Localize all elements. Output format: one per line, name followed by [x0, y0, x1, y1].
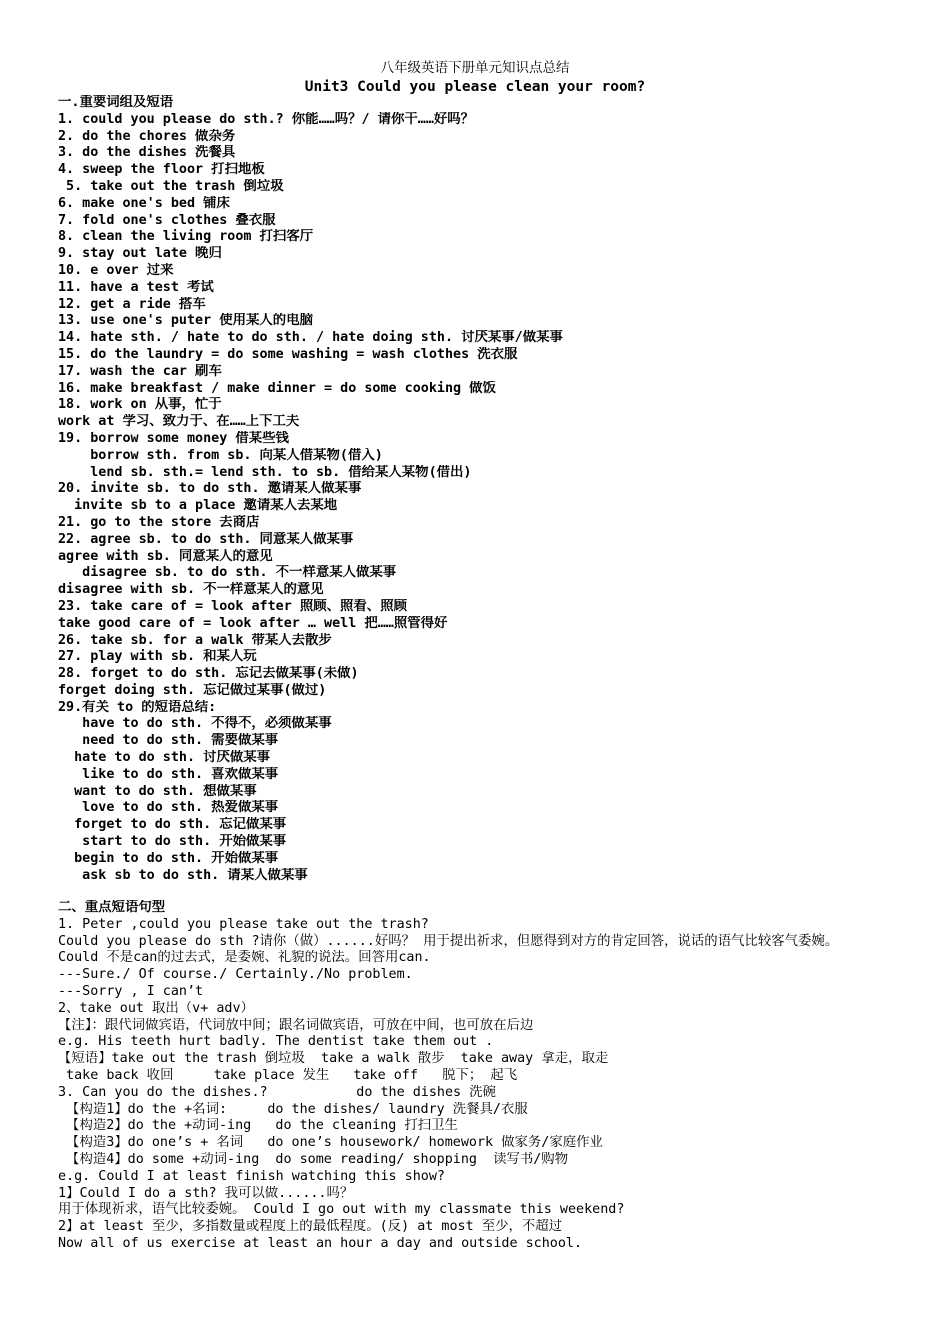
phrase-line: start to do sth. 开始做某事 [58, 834, 287, 850]
phrase-line: 10. e over 过来 [58, 262, 174, 278]
note-line: take back 收回 take place 发生 take off 脱下； 起飞 [58, 1067, 518, 1083]
note-line: 3. Can you do the dishes.? do the dishes 洗碗 [58, 1084, 496, 1100]
phrase-line: like to do sth. 喜欢做某事 [58, 766, 279, 782]
phrase-line: 27. play with sb. 和某人玩 [58, 649, 257, 665]
phrase-line: 26. take sb. for a walk 带某人去散步 [58, 632, 332, 648]
phrase-line: forget doing sth. 忘记做过某事(做过) [58, 682, 327, 698]
phrase-line: 17. wash the car 刷车 [58, 363, 222, 379]
phrase-line: 23. take care of = look after 照顾、照看、照顾 [58, 598, 407, 614]
phrase-line: take good care of = look after … well 把……照管得好 [58, 615, 448, 631]
phrase-line: 7. fold one's clothes 叠衣服 [58, 212, 276, 228]
phrase-line: 18. work on 从事，忙于 [58, 397, 222, 413]
phrase-line: forget to do sth. 忘记做某事 [58, 817, 287, 833]
phrase-line: invite sb to a place 邀请某人去某地 [58, 498, 338, 514]
phrase-line: 16. make breakfast / make dinner = do some cooking 做饭 [58, 380, 496, 396]
phrase-line: borrow sth. from sb. 向某人借某物(借入) [58, 447, 383, 463]
phrase-line: lend sb. sth.= lend sth. to sb. 借给某人某物(借出) [58, 464, 472, 480]
phrase-line: 14. hate sth. / hate to do sth. / hate doing sth. 讨厌某事/做某事 [58, 330, 563, 346]
phrase-line: 21. go to the store 去商店 [58, 514, 260, 530]
section-key-sentences [58, 900, 938, 1253]
phrase-line: 11. have a test 考试 [58, 279, 214, 295]
note-line: 1】Could I do a sth? 我可以做......吗？ [58, 1185, 354, 1201]
sentence-notes [58, 917, 938, 1253]
phrase-line: hate to do sth. 讨厌做某事 [58, 750, 271, 766]
phrase-line: 9. stay out late 晚归 [58, 246, 222, 262]
note-line: Could 不是can的过去式，是委婉、礼貌的说法。回答用can. [58, 950, 431, 966]
phrase-line: begin to do sth. 开始做某事 [58, 850, 279, 866]
phrase-line: 20. invite sb. to do sth. 邀请某人做某事 [58, 481, 362, 497]
phrase-line: 22. agree sb. to do sth. 同意某人做某事 [58, 531, 354, 547]
phrase-line: disagree with sb. 不一样意某人的意见 [58, 582, 324, 598]
note-line: e.g. Could I at least finish watching this show? [58, 1168, 445, 1184]
phrase-line: 6. make one's bed 铺床 [58, 195, 230, 211]
section-heading: 二、重点短语句型 [58, 900, 166, 915]
phrase-line: 1. could you please do sth.? 你能……吗？/ 请你干……好吗？ [58, 111, 475, 127]
note-line: Could you please do sth ?请你（做）......好吗？ 用于提出祈求，但愿得到对方的肯定回答，说话的语气比较客气委婉。 [58, 933, 839, 949]
note-line: Now all of us exercise at least an hour a day and outside school. [58, 1235, 583, 1251]
section-key-phrases [58, 95, 938, 884]
note-line: 【构造4】do some +动词-ing do some reading/ shopping 读写书/购物 [58, 1151, 569, 1167]
section-heading: 一.重要词组及短语 [58, 95, 174, 110]
note-line: ---Sorry , I can’t [58, 983, 204, 999]
note-line: 【构造3】do one’s + 名词 do one’s housework/ homework 做家务/家庭作业 [58, 1135, 603, 1151]
note-line: 【构造1】do the +名词: do the dishes/ laundry 洗餐具/衣服 [58, 1101, 528, 1117]
phrase-line: disagree sb. to do sth. 不一样意某人做某事 [58, 565, 397, 581]
phrase-list [58, 112, 938, 885]
note-line: e.g. His teeth hurt badly. The dentist take them out . [58, 1034, 494, 1050]
note-line: 【构造2】do the +动词-ing do the cleaning 打扫卫生 [58, 1118, 458, 1134]
phrase-line: 3. do the dishes 洗餐具 [58, 145, 236, 161]
phrase-line: 12. get a ride 搭车 [58, 296, 206, 312]
phrase-line: love to do sth. 热爱做某事 [58, 800, 279, 816]
note-line: ---Sure./ Of course./ Certainly./No problem. [58, 967, 413, 983]
phrase-line: have to do sth. 不得不，必须做某事 [58, 716, 332, 732]
phrase-line: 13. use one's puter 使用某人的电脑 [58, 313, 313, 329]
note-line: 1. Peter ,could you please take out the trash? [58, 916, 429, 932]
phrase-line: 8. clean the living room 打扫客厅 [58, 229, 314, 245]
phrase-line: work at 学习、致力于、在……上下工夫 [58, 414, 300, 430]
note-line: 2】at least 至少，多指数量或程度上的最低程度。(反) at most 至少，不超过 [58, 1219, 563, 1235]
phrase-line: 4. sweep the floor 打扫地板 [58, 162, 265, 178]
phrase-line: 15. do the laundry = do some washing = wash clothes 洗衣服 [58, 346, 518, 362]
phrase-line: agree with sb. 同意某人的意见 [58, 548, 273, 564]
phrase-line: 2. do the chores 做杂务 [58, 128, 236, 144]
phrase-line: 19. borrow some money 借某些钱 [58, 430, 289, 446]
note-line: 【短语】take out the trash 倒垃圾 take a walk 散步 take away 拿走，取走 [58, 1051, 609, 1067]
document-title: 八年级英语下册单元知识点总结 [380, 60, 570, 76]
phrase-line: ask sb to do sth. 请某人做某事 [58, 867, 308, 883]
phrase-line: 29.有关 to 的短语总结: [58, 699, 217, 715]
phrase-line: 28. forget to do sth. 忘记去做某事(未做) [58, 666, 359, 682]
unit-title: Unit3 Could you please clean your room? [304, 79, 646, 95]
phrase-line: need to do sth. 需要做某事 [58, 733, 279, 749]
note-line: 【注】：跟代词做宾语，代词放中间；跟名词做宾语，可放在中间，也可放在后边 [58, 1017, 534, 1033]
phrase-line: 5. take out the trash 倒垃圾 [58, 178, 284, 194]
note-line: 用于体现祈求，语气比较委婉。 Could I go out with my classmate this weekend? [58, 1202, 625, 1218]
phrase-line: want to do sth. 想做某事 [58, 783, 257, 799]
note-line: 2、take out 取出（v+ adv） [58, 1000, 254, 1016]
